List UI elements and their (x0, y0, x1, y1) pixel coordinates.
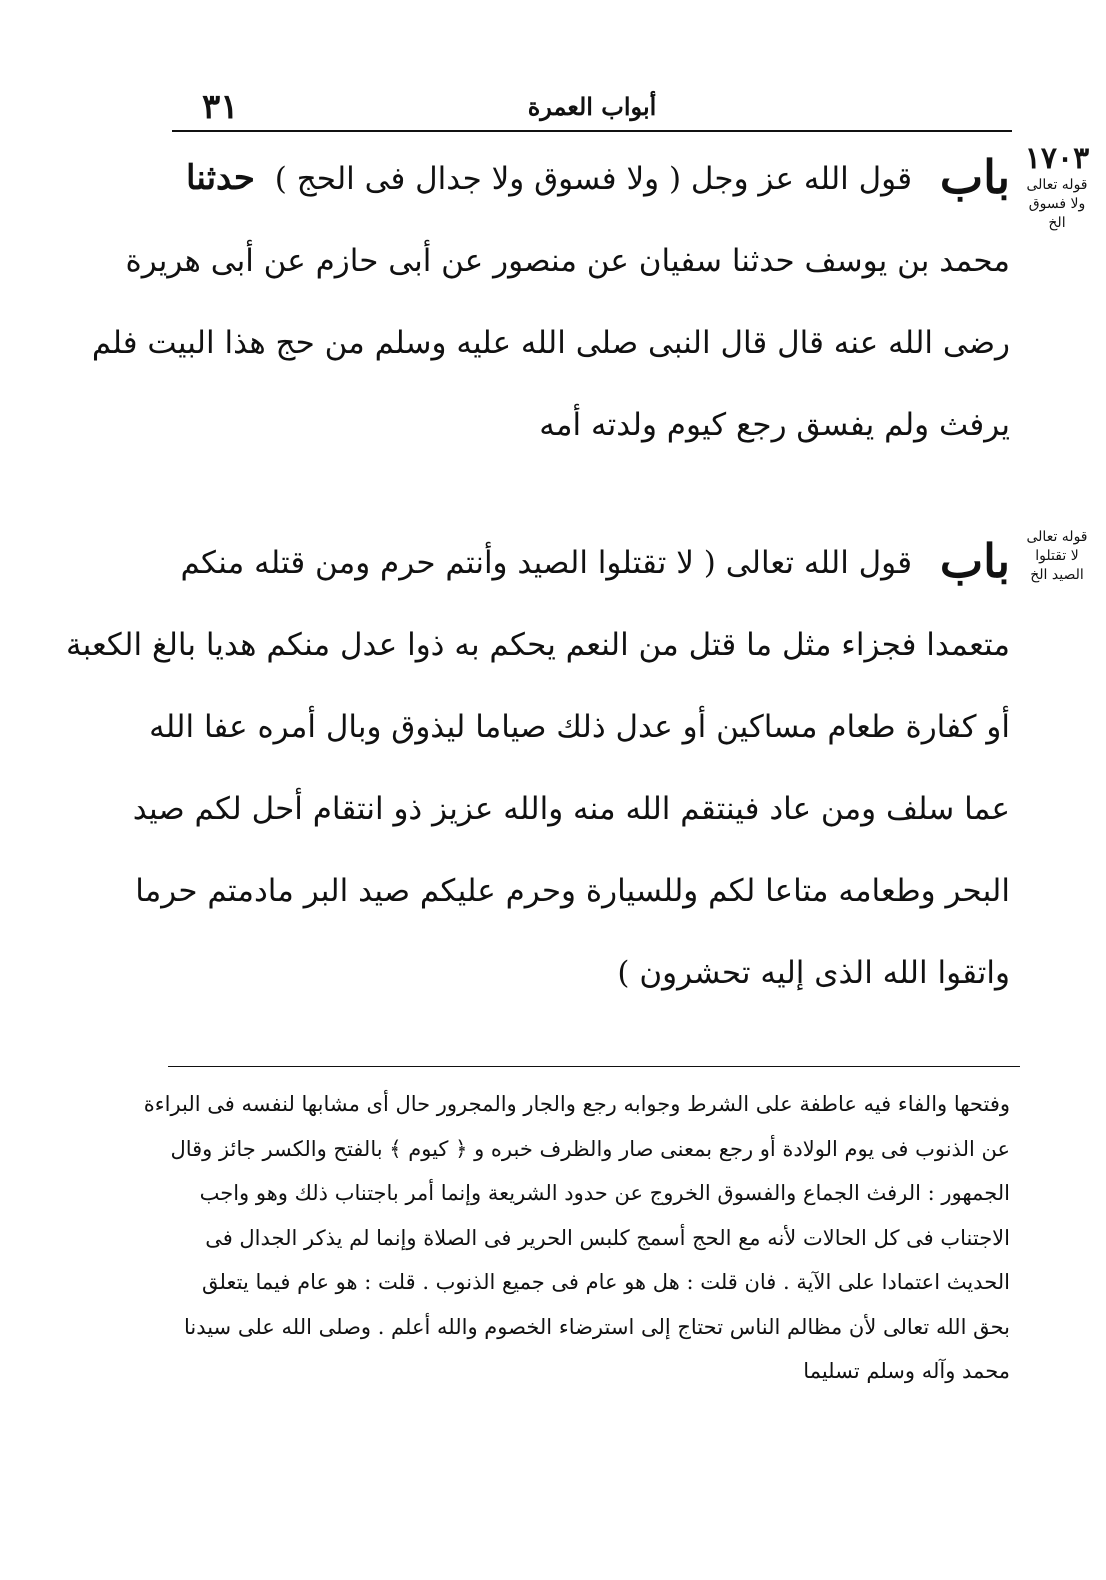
page-header (172, 84, 1012, 132)
hadith-text-line: يرفث ولم يفسق رجع كيوم ولدته أمه (539, 407, 1010, 443)
bab-heading: باب (939, 150, 1010, 204)
section-heading-line (166, 520, 1010, 604)
margin-note-line: لا تقتلوا (1035, 548, 1079, 564)
bab-heading: باب (939, 534, 1010, 588)
hadith-text-line: محمد بن يوسف حدثنا سفيان عن منصور عن أبى حازم عن أبى هريرة (125, 243, 1010, 279)
running-title: أبواب العمرة (527, 92, 657, 121)
page-number: ٣١ (202, 87, 239, 127)
footnote-line: وفتحها والفاء فيه عاطفة على الشرط وجوابه رجع والجار والمجرور حال أى مشابها لنفسه فى البراءة (143, 1092, 1010, 1116)
margin-note-1703 (1016, 142, 1098, 233)
footnote-line: الاجتناب فى كل الحالات لأنه مع الحج أسمج كلبس الحرير فى الصلاة وإنما لم يذكر الجدال فى (205, 1225, 1010, 1250)
margin-note-line: قوله تعالى (1026, 529, 1088, 545)
footnote-line: محمد وآله وسلم تسليما (803, 1359, 1010, 1383)
footnote-line: الجمهور : الرفث الجماع والفسوق الخروج عن حدود الشريعة وإنما أمر باجتناب ذلك وهو واجب (199, 1181, 1010, 1205)
section-title: قول الله عز وجل ( ولا فسوق ولا جدال فى الحج ) (274, 161, 913, 197)
verse-text-line: متعمدا فجزاء مثل ما قتل من النعم يحكم به ذوا عدل منكم هديا بالغ الكعبة (66, 627, 1010, 663)
margin-note-line: قوله تعالى (1026, 177, 1088, 193)
margin-note-2 (1016, 528, 1098, 585)
footnote-commentary (143, 1082, 1010, 1394)
haddathana-word: حدثنا (185, 158, 255, 198)
verse-text-line: البحر وطعامه متاعا لكم وللسيارة وحرم عليكم صيد البر مادمتم حرما (135, 873, 1010, 909)
section-sayd (66, 520, 1010, 1014)
section-fusuq (91, 136, 1010, 466)
footnote-divider (168, 1066, 1020, 1067)
footnote-line: الحديث اعتمادا على الآية . فان قلت : هل هو عام فى جميع الذنوب . قلت : هو عام فيما يتعلق (202, 1270, 1010, 1294)
margin-note-line: الصيد الخ (1030, 567, 1084, 583)
verse-text-line: واتقوا الله الذى إليه تحشرون ) (617, 955, 1010, 991)
hadith-text-line: رضى الله عنه قال قال النبى صلى الله عليه وسلم من حج هذا البيت فلم (91, 325, 1010, 361)
hadith-number: ١٧٠٣ (1024, 141, 1090, 176)
margin-note-line: الخ (1048, 215, 1066, 231)
footnote-line: بحق الله تعالى لأن مظالم الناس تحتاج إلى استرضاء الخصوم والله أعلم . وصلى الله على سيدنا (183, 1314, 1010, 1339)
section-title: قول الله تعالى ( لا تقتلوا الصيد وأنتم حرم ومن قتله منكم (180, 545, 913, 581)
footnote-line: عن الذنوب فى يوم الولادة أو رجع بمعنى صار والظرف خبره و ﴿ كيوم ﴾ بالفتح والكسر جائز وقال (170, 1136, 1010, 1161)
verse-text-line: عما سلف ومن عاد فينتقم الله منه والله عزيز ذو انتقام أحل لكم صيد (132, 791, 1010, 827)
verse-text-line: أو كفارة طعام مساكين أو عدل ذلك صياما ليذوق وبال أمره عفا الله (149, 709, 1010, 745)
section-heading-line (166, 136, 1010, 220)
margin-note-line: ولا فسوق (1028, 196, 1086, 212)
